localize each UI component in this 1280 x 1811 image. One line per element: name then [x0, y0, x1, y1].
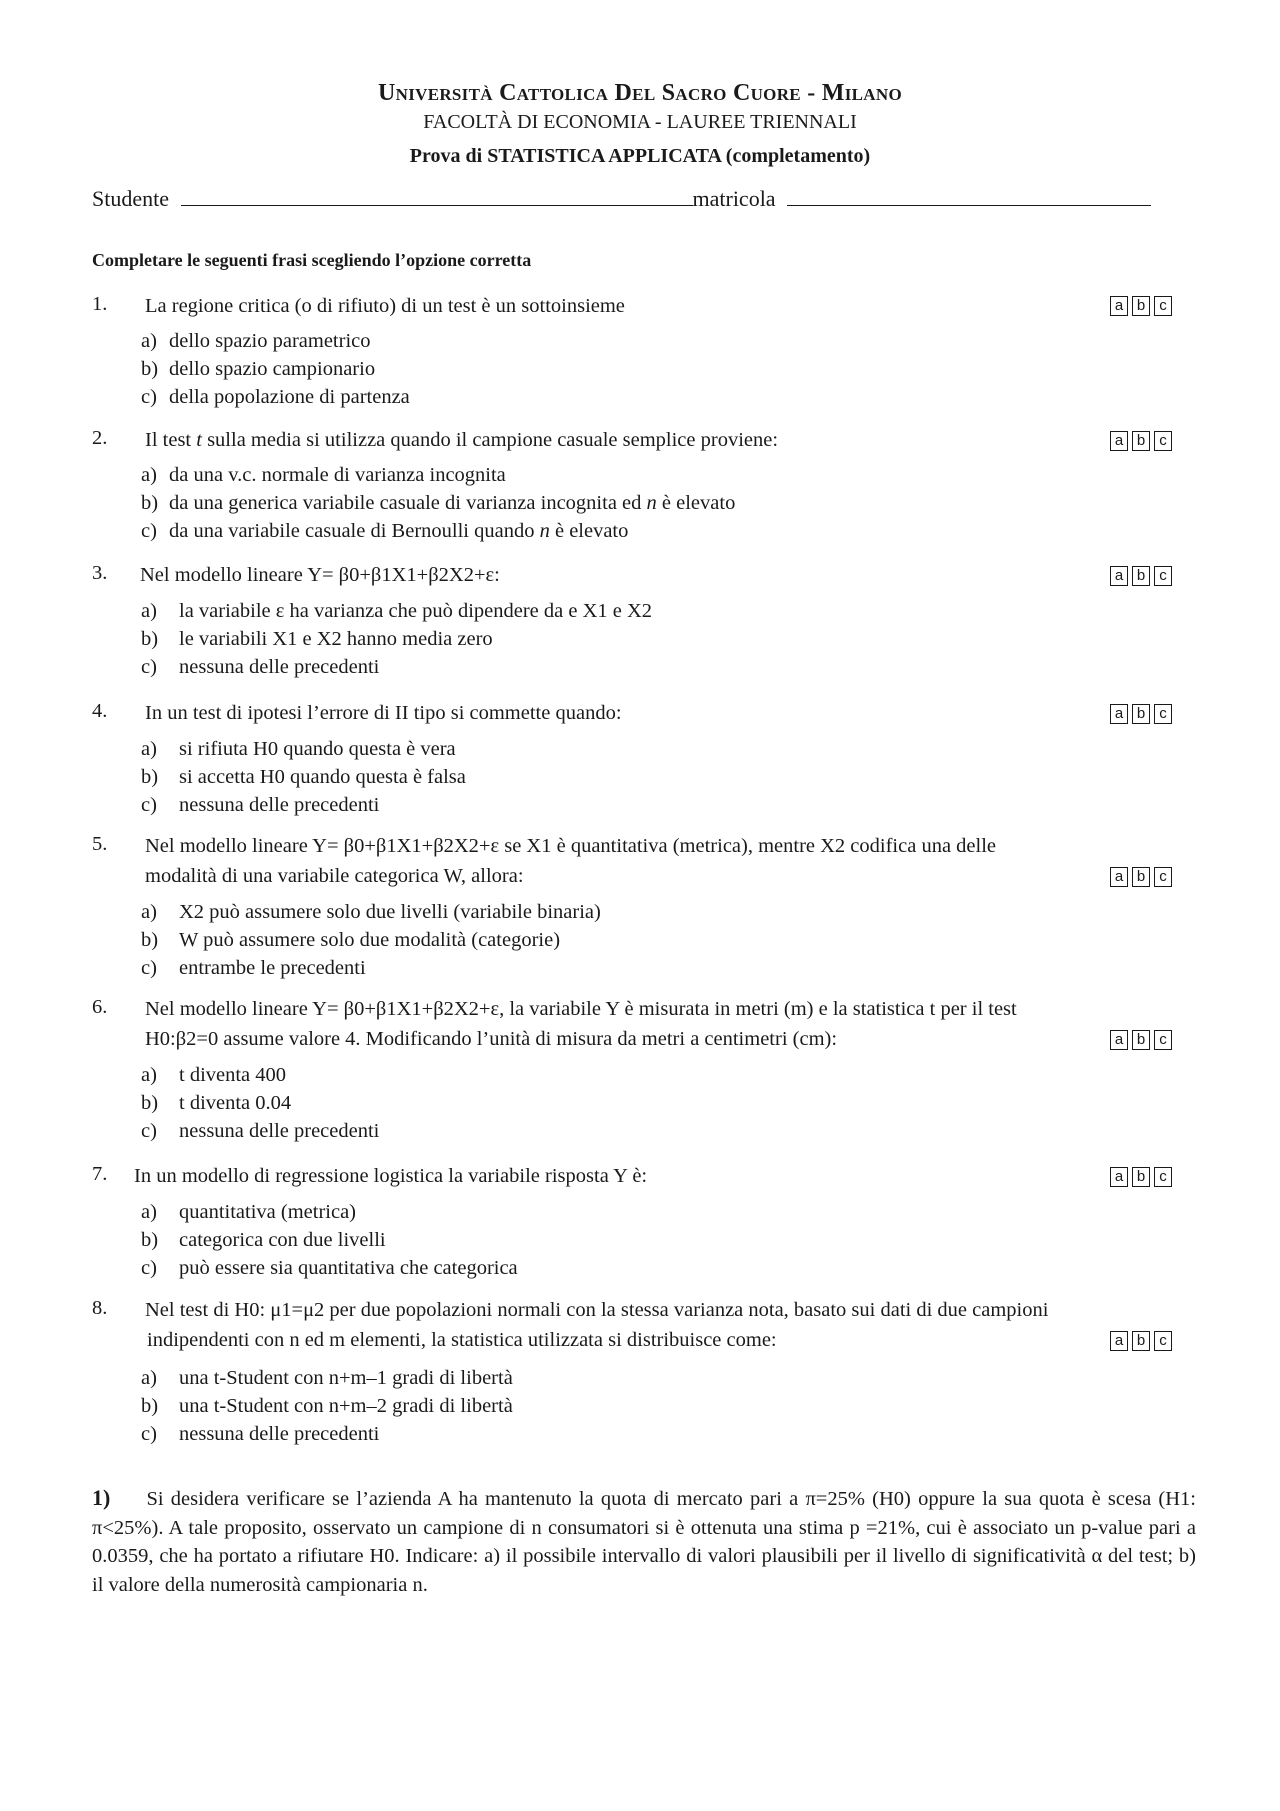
- option-b: b) W può assumere solo due modalità (categorie): [141, 929, 561, 951]
- question-number: 1.: [92, 293, 108, 315]
- answer-box-b[interactable]: b: [1132, 296, 1150, 316]
- option-a: a) t diventa 400: [141, 1064, 287, 1086]
- answer-box-c[interactable]: c: [1154, 1331, 1172, 1351]
- exercise-1: [92, 1484, 1196, 1599]
- question-text: In un test di ipotesi l’errore di II tipo si commette quando:: [145, 702, 622, 724]
- option-b: b) da una generica variabile casuale di varianza incognita ed n è elevato: [141, 492, 736, 514]
- question-number: 2.: [92, 427, 108, 449]
- answer-boxes: [1110, 1167, 1178, 1189]
- answer-box-b[interactable]: b: [1132, 431, 1150, 451]
- question-number: 4.: [92, 700, 108, 722]
- university-title: Università Cattolica Del Sacro Cuore - Milano: [378, 80, 902, 106]
- matricola-label: matricola: [692, 186, 776, 211]
- answer-boxes: [1110, 566, 1178, 588]
- question-number: 7.: [92, 1163, 108, 1185]
- answer-box-c[interactable]: c: [1154, 1030, 1172, 1050]
- question-text: Nel test di H0: μ1=μ2 per due popolazioni normali con la stessa varianza nota, basato sui dati di due campioni: [145, 1299, 1049, 1321]
- answer-boxes: [1110, 704, 1178, 726]
- option-c: c) nessuna delle precedenti: [141, 1423, 380, 1445]
- question-text-cont: modalità di una variabile categorica W, allora:: [145, 865, 524, 887]
- question-text: In un modello di regressione logistica la variabile risposta Y è:: [134, 1165, 648, 1187]
- exercise-number: 1): [92, 1485, 111, 1510]
- option-a: a) dello spazio parametrico: [141, 330, 371, 352]
- option-a: a) la variabile ε ha varianza che può dipendere da e X1 e X2: [141, 600, 653, 622]
- faculty-title: FACOLTÀ DI ECONOMIA - LAUREE TRIENNALI: [423, 111, 857, 133]
- option-a: a) si rifiuta H0 quando questa è vera: [141, 738, 456, 760]
- question-number: 8.: [92, 1297, 108, 1319]
- answer-box-a[interactable]: a: [1110, 566, 1128, 586]
- student-row: [92, 185, 1192, 212]
- question-number: 3.: [92, 562, 108, 584]
- answer-boxes: [1110, 1331, 1178, 1353]
- question-text-cont: H0:β2=0 assume valore 4. Modificando l’unità di misura da metri a centimetri (cm):: [145, 1028, 838, 1050]
- answer-box-a[interactable]: a: [1110, 296, 1128, 316]
- answer-box-a[interactable]: a: [1110, 1030, 1128, 1050]
- option-b: b) una t-Student con n+m–2 gradi di libertà: [141, 1395, 513, 1417]
- answer-box-b[interactable]: b: [1132, 704, 1150, 724]
- answer-box-c[interactable]: c: [1154, 1167, 1172, 1187]
- answer-boxes: [1110, 867, 1178, 889]
- option-b: b) si accetta H0 quando questa è falsa: [141, 766, 466, 788]
- matricola-field[interactable]: [787, 185, 1151, 206]
- option-b: b) t diventa 0.04: [141, 1092, 292, 1114]
- answer-box-c[interactable]: c: [1154, 296, 1172, 316]
- option-c: c) nessuna delle precedenti: [141, 1120, 380, 1142]
- question-text: Nel modello lineare Y= β0+β1X1+β2X2+ε:: [140, 564, 500, 586]
- option-a: a) da una v.c. normale di varianza incognita: [141, 464, 506, 486]
- option-a: a) una t-Student con n+m–1 gradi di libertà: [141, 1367, 513, 1389]
- question-text: Il test t sulla media si utilizza quando il campione casuale semplice proviene:: [145, 429, 779, 451]
- option-b: b) dello spazio campionario: [141, 358, 376, 380]
- option-a: a) X2 può assumere solo due livelli (variabile binaria): [141, 901, 601, 923]
- answer-box-a[interactable]: a: [1110, 431, 1128, 451]
- answer-boxes: [1110, 1030, 1178, 1052]
- student-name-field[interactable]: [181, 185, 693, 206]
- option-b: b) categorica con due livelli: [141, 1229, 386, 1251]
- answer-box-b[interactable]: b: [1132, 1167, 1150, 1187]
- exam-title: Prova di STATISTICA APPLICATA (completamento): [409, 145, 871, 167]
- answer-box-a[interactable]: a: [1110, 1167, 1128, 1187]
- answer-box-a[interactable]: a: [1110, 867, 1128, 887]
- option-c: c) da una variabile casuale di Bernoulli quando n è elevato: [141, 520, 629, 542]
- option-c: c) può essere sia quantitativa che categorica: [141, 1257, 518, 1279]
- answer-box-c[interactable]: c: [1154, 704, 1172, 724]
- question-text-cont: indipendenti con n ed m elementi, la statistica utilizzata si distribuisce come:: [147, 1329, 777, 1351]
- option-c: c) della popolazione di partenza: [141, 386, 410, 408]
- answer-box-b[interactable]: b: [1132, 1030, 1150, 1050]
- option-a: a) quantitativa (metrica): [141, 1201, 357, 1223]
- answer-box-b[interactable]: b: [1132, 867, 1150, 887]
- formula: Y= β0+β1X1+β2X2+ε:: [307, 564, 500, 586]
- question-text: Nel modello lineare Y= β0+β1X1+β2X2+ε, la variabile Y è misurata in metri (m) e la statistica t per il test: [145, 998, 1017, 1020]
- question-text: Nel modello lineare Y= β0+β1X1+β2X2+ε se X1 è quantitativa (metrica), mentre X2 codifica una delle: [145, 835, 997, 857]
- option-b: b) le variabili X1 e X2 hanno media zero: [141, 628, 493, 650]
- question-number: 6.: [92, 996, 108, 1018]
- answer-box-a[interactable]: a: [1110, 1331, 1128, 1351]
- answer-box-c[interactable]: c: [1154, 566, 1172, 586]
- instruction: Completare le seguenti frasi scegliendo l’opzione corretta: [92, 250, 532, 270]
- option-c: c) nessuna delle precedenti: [141, 656, 380, 678]
- question-number: 5.: [92, 833, 108, 855]
- exercise-text: Si desidera verificare se l’azienda A ha mantenuto la quota di mercato pari a π=25% (H0) oppure la sua quota è scesa (H1: π<25%). A tale proposito, osservato un campione di n consumatori si è ottenuta una stima p =21%, cui è associato un p-value pari a 0.0359, che ha portato a rifiutare H0. Indicare: a) il possibile intervallo di valori plausibili per il livello di significatività α del test; b) il valore della numerosità campionaria n.: [92, 1488, 1196, 1596]
- answer-boxes: [1110, 296, 1178, 318]
- answer-box-b[interactable]: b: [1132, 566, 1150, 586]
- option-c: c) entrambe le precedenti: [141, 957, 366, 979]
- answer-box-c[interactable]: c: [1154, 867, 1172, 887]
- answer-box-c[interactable]: c: [1154, 431, 1172, 451]
- student-label: Studente: [92, 186, 169, 211]
- option-c: c) nessuna delle precedenti: [141, 794, 380, 816]
- answer-box-b[interactable]: b: [1132, 1331, 1150, 1351]
- answer-box-a[interactable]: a: [1110, 704, 1128, 724]
- answer-boxes: [1110, 431, 1178, 453]
- question-text: La regione critica (o di rifiuto) di un test è un sottoinsieme: [145, 295, 625, 317]
